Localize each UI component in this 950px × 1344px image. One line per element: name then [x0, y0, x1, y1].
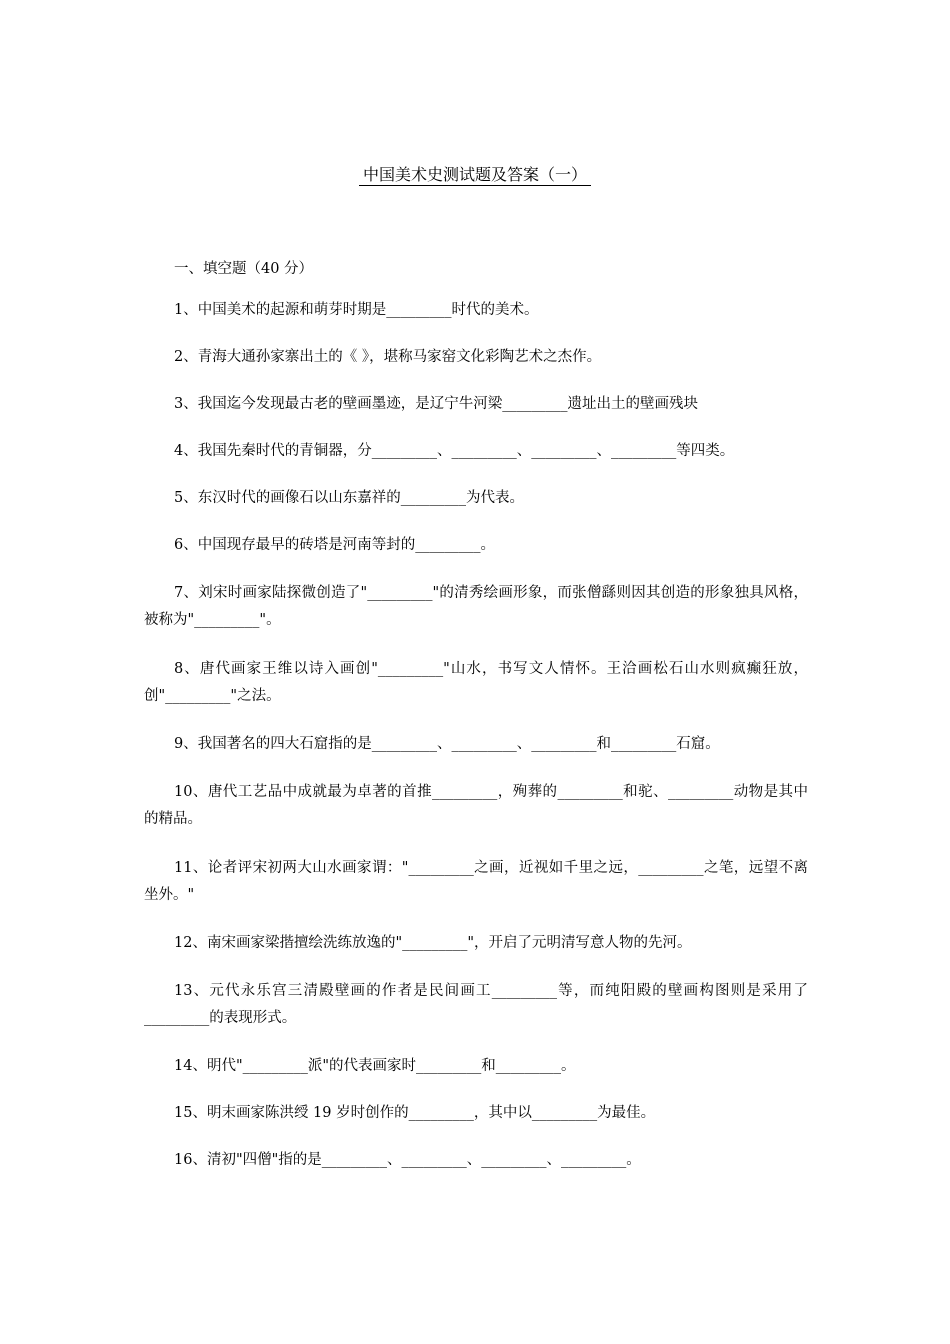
- question-4: 4、我国先秦时代的青铜器，分_________、_________、_________、_________等四类。: [174, 443, 735, 459]
- question-8: 8、唐代画家王维以诗入画创"_________"山水，书写文人情怀。王洽画松石山水则疯癫狂放，创"_________"之法。: [144, 661, 808, 704]
- question-15: 15、明末画家陈洪绶 19 岁时创作的_________，其中以_________为最佳。: [174, 1105, 656, 1121]
- question-13: 13、元代永乐宫三清殿壁画的作者是民间画工_________等，而纯阳殿的壁画构图则是采用了_________的表现形式。: [144, 983, 808, 1026]
- question-3: 3、我国迄今发现最古老的壁画墨迹，是辽宁牛河梁_________遗址出土的壁画残块: [174, 396, 698, 412]
- question-9: 9、我国著名的四大石窟指的是_________、_________、_________和_________石窟。: [174, 736, 720, 752]
- question-5: 5、东汉时代的画像石以山东嘉祥的_________为代表。: [174, 490, 524, 506]
- question-10: 10、唐代工艺品中成就最为卓著的首推_________，殉葬的_________和驼、_________动物是其中的精品。: [144, 784, 808, 827]
- document-body: [144, 258, 808, 1195]
- question-2: 2、青海大通孙家寨出土的《 》，堪称马家窑文化彩陶艺术之杰作。: [174, 349, 602, 365]
- question-1: 1、中国美术的起源和萌芽时期是_________时代的美术。: [174, 302, 539, 318]
- question-16: 16、清初"四僧"指的是_________、_________、_________、_________。: [174, 1152, 641, 1168]
- question-14: 14、明代"_________派"的代表画家时_________和_________。: [174, 1058, 576, 1074]
- question-6: 6、中国现存最早的砖塔是河南等封的_________。: [174, 537, 495, 553]
- document-title-text: 中国美术史测试题及答案（一）: [359, 165, 591, 186]
- section-heading: 一、填空题（40 分）: [174, 261, 314, 277]
- question-11: 11、论者评宋初两大山水画家谓："_________之画，近视如千里之远，_________之笔，远望不离坐外。": [144, 860, 808, 903]
- question-12: 12、南宋画家梁揩擅绘洗练放逸的"_________"，开启了元明清写意人物的先河。: [174, 935, 692, 951]
- document-title: [0, 164, 950, 186]
- question-7: 7、刘宋时画家陆探微创造了"_________"的清秀绘画形象，而张僧繇则因其创造的形象独具风格，被称为"_________"。: [144, 585, 808, 628]
